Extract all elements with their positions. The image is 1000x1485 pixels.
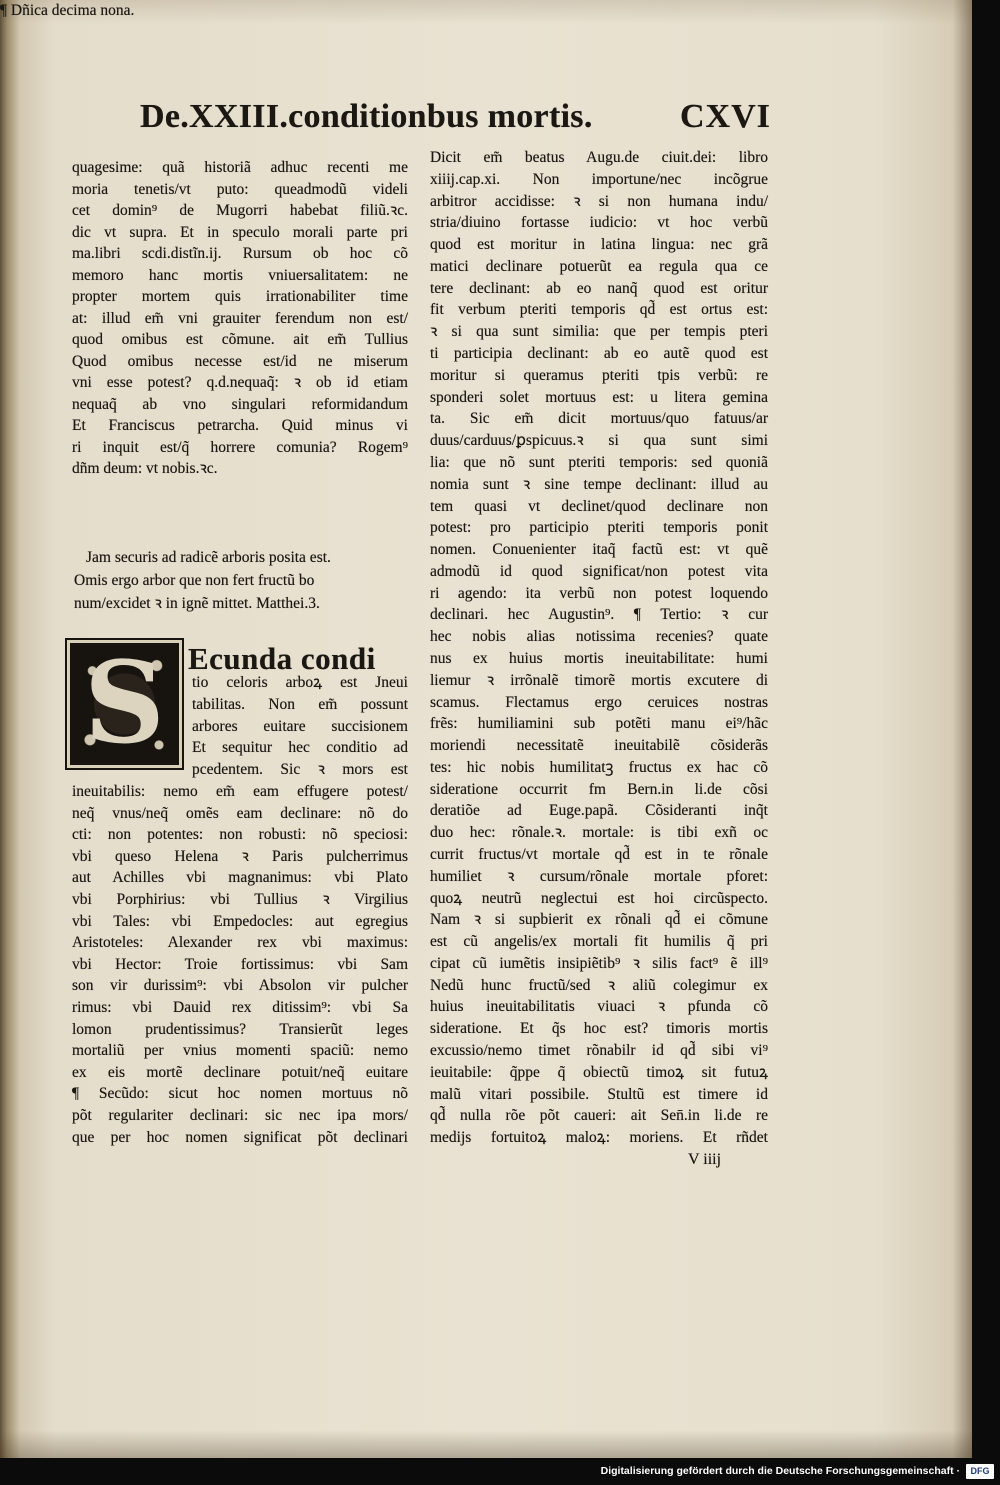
text-line: ¶ Secũdo: sicut hoc nomen mortuus nõ xyxy=(72,1085,408,1103)
text-line: Jam securis ad radicẽ arboris posita est. xyxy=(86,549,331,566)
text-line: sponderi solet mortuus est: u litera gemina xyxy=(430,388,768,406)
text-line: huius ineuitabilitatis viuaci ꝛ pfunda cõ xyxy=(430,998,768,1016)
text-line: Et Franciscus petrarcha. Quid minus vi xyxy=(72,417,408,434)
text-line: est cũ angelis/ex mortali fit humilis q̃ pri xyxy=(430,933,768,951)
decorated-initial xyxy=(65,638,184,770)
lesson-text xyxy=(74,546,414,615)
text-line: arbitror accidisse: ꝛ si non humana indu/ xyxy=(430,192,768,210)
text-line: at: illud em̃ vni grauiter ferendum non est/ xyxy=(72,309,408,327)
text-line: rimus: vbi Dauid rex ditissim⁹: vbi Sa xyxy=(72,998,408,1016)
dfg-logo: DFG xyxy=(966,1464,994,1479)
text-line: son vir durissim⁹: vbi Absolon vir pulcher xyxy=(72,977,408,995)
text-line: ri agendo: ita verbũ non potest loquendo xyxy=(430,584,768,602)
text-line: declinari. hec Augustin⁹. ¶ Tertio: ꝛ cur xyxy=(430,606,768,624)
text-line: ri inquit est/q̃ horrere comunia? Rogem⁹ xyxy=(72,438,408,456)
text-line: scamus. Flectamus ergo ceruices nostras xyxy=(430,693,768,711)
scan-background-edge xyxy=(972,0,1000,1458)
text-line: Dicit em̃ beatus Augu.de ciuit.dei: libro xyxy=(430,149,768,166)
text-line: ma.libri scdi.distĩn.ij. Rursum ob hoc cõ xyxy=(72,245,408,262)
text-line: tem quasi vt declinet/quod declinare non xyxy=(430,497,768,515)
text-line: ꝛ si qua sunt similia: que per tempis pteri xyxy=(430,323,768,341)
text-line: que per hoc nomen significat põt declinari xyxy=(72,1128,408,1146)
text-line: currit fructus/vt mortale qd̃ est in te rõnale xyxy=(430,846,768,863)
text-line: põt regulariter declinari: sic nec ipa mors/ xyxy=(72,1106,408,1124)
text-line: cet domin⁹ de Mugorri habebat filiũ.ꝛc. xyxy=(72,202,408,219)
text-line: admodũ id quod significat/non potest vita xyxy=(430,562,768,580)
text-line: vbi queso Helena ꝛ Paris pulcherrimus xyxy=(72,847,408,865)
text-line: stria/diuino fortasse iudicio: vt hoc verbũ xyxy=(430,214,768,232)
text-line: cipat cũ iumẽtis insipiẽtib⁹ ꝛ silis fact⁹ ẽ ill⁹ xyxy=(430,954,768,972)
folio-number: CXVI xyxy=(680,98,771,135)
initial-run-text: Ecunda condi xyxy=(188,641,376,676)
text-line: qd̃ nulla rõe põt caueri: ait Sen̄.in li.de re xyxy=(430,1107,768,1125)
text-line: duus/carduus/ꝑspicuus.ꝛ si qua sunt simi xyxy=(430,432,768,450)
text-line: dñm deum: vt nobis.ꝛc. xyxy=(72,460,218,477)
text-line: Nedũ hunc fructũ/sed ꝛ aliũ colegimur ex xyxy=(430,976,768,994)
text-line: fit verbum pteriti temporis qd̃ est ortus est: xyxy=(430,301,768,319)
text-line: moriendi necessitatẽ ineuitabilẽ cõsiderãs xyxy=(430,737,768,755)
text-line: aut Achilles vbi magnanimus: vbi Plato xyxy=(72,869,408,887)
text-line: nus ex huius mortis ineuitabilitate: humi xyxy=(430,649,768,667)
text-line: tio celoris arboꝝ est Jneui xyxy=(192,674,408,691)
text-line: quod est moritur in latina lingua: nec grã xyxy=(430,236,768,254)
text-line: Nam ꝛ si supbierit ex rõnali qd̃ ei cõmune xyxy=(430,911,768,929)
text-line: Et sequitur hec conditio ad xyxy=(192,739,408,757)
text-line: mortaliũ per vnius momenti spaciũ: nemo xyxy=(72,1042,408,1060)
text-line: vbi Hector: Troie fortissimus: vbi Sam xyxy=(72,955,408,973)
text-line: quoꝝ neutrũ neglectui est hoi circũspecto. xyxy=(430,889,768,907)
text-line: vni esse potest? q.d.nequaq̃: ꝛ ob id etiam xyxy=(72,374,408,391)
text-line: moritur si queramus pteriti tpis verbũ: re xyxy=(430,366,768,384)
initial-letter: S xyxy=(84,638,165,769)
text-line: matici declinare potuerũt ea regula qua ce xyxy=(430,257,768,275)
text-line: medijs fortuitoꝝ maloꝝ: moriens. Et rñdet xyxy=(430,1129,768,1147)
text-line: vbi Porphirius: vbi Tullius ꝛ Virgilius xyxy=(72,890,408,908)
text-line: ex eis mortẽ declinare potuit/neq̃ euitare xyxy=(72,1063,408,1081)
text-line: sideratione occurrit fm Bern.in li.de cõsi xyxy=(430,780,768,798)
text-line: lia: que nõ sunt pteriti temporis: sed quoniã xyxy=(430,453,768,471)
left-column-body xyxy=(72,781,408,1148)
text-line: duo hec: rõnale.ꝛ. mortale: is tibi exñ oc xyxy=(430,824,768,842)
text-line: malũ vitari possibile. Stultũ est timere id xyxy=(430,1085,768,1103)
text-line: excussio/nemo timet rõnabilr id qd̃ sibi vi⁹ xyxy=(430,1042,768,1060)
footer-bar xyxy=(0,1458,1000,1485)
text-line: pcedentem. Sic ꝛ mors est xyxy=(192,761,408,778)
text-line: hec nobis alias notissima recenies? quate xyxy=(430,628,768,646)
text-line: num/excidet ꝛ in ignẽ mittet. Matthei.3. xyxy=(74,595,320,612)
text-line: xiiij.cap.xi. Non importune/nec incõgrue xyxy=(430,170,768,188)
text-line: sideratione. Et q̃s hoc est? timoris mortis xyxy=(430,1020,768,1038)
text-line: dic vt supra. Et in speculo morali parte pri xyxy=(72,223,408,241)
text-line: vbi Tales: vbi Empedocles: aut egregius xyxy=(72,912,408,930)
text-line: tes: hic nobis humilitatꝫ fructus ex hac cõ xyxy=(430,758,768,776)
text-line: memoro hanc mortis vniuersalitatem: ne xyxy=(72,266,408,284)
text-line: ieuitabile: q̃ppe q̃ obiectũ timoꝝ sit futuꝝ xyxy=(430,1063,768,1081)
signature-mark: V iiij xyxy=(688,1151,722,1168)
text-line: nomia sunt ꝛ sine tempe declinant: illud au xyxy=(430,475,768,493)
text-line: deratiõe ad Euge.papã. Cõsideranti inq̃t xyxy=(430,802,768,820)
text-line: quod omibus est cõmune. ait em̃ Tullius xyxy=(72,331,408,348)
right-column xyxy=(430,147,768,1149)
text-line: tabilitas. Non em̃ possunt xyxy=(192,695,408,713)
text-line: propter mortem quis irrationabiliter time xyxy=(72,288,408,305)
text-line: humiliet ꝛ cursum/rõnale mortale pforet: xyxy=(430,867,768,885)
text-line: neq̃ vnus/neq̃ omẽs eam declinare: nõ do xyxy=(72,804,408,822)
text-beside-initial xyxy=(192,672,408,781)
text-line: nomen. Conuenienter itaq̃ factũ est: vt quẽ xyxy=(430,541,768,559)
text-line: potest: pro participio pteriti temporis ponit xyxy=(430,519,768,537)
text-line: frẽs: humiliamini sub potẽti manu ei⁹/hãc xyxy=(430,715,768,733)
left-column-top-paragraph xyxy=(72,157,408,480)
text-line: Quod omibus necesse est/id ne miserum xyxy=(72,352,408,370)
text-line: quagesime: quã historiã adhuc recenti me xyxy=(72,159,408,176)
running-head: De.XXIII.conditionbus mortis. xyxy=(140,98,593,135)
lesson-heading: ¶ Dñica decima nona. xyxy=(0,2,135,19)
text-line: cti: non potentes: non robusti: nõ speciosi: xyxy=(72,826,408,844)
text-line: liemur ꝛ irrõnalẽ timorẽ mortis excutere di xyxy=(430,671,768,689)
text-line: nequaq̃ ab vno singulari reformidandum xyxy=(72,395,408,413)
text-line: Aristoteles: Alexander rex vbi maximus: xyxy=(72,934,408,952)
text-line: arbores euitare succisionem xyxy=(192,717,408,735)
text-line: Omis ergo arbor que non fert fructũ bo xyxy=(74,572,315,589)
text-line: ti participia declinant: ab eo autẽ quod est xyxy=(430,345,768,363)
text-line: lomon prudentissimus? Transierũt leges xyxy=(72,1020,408,1038)
text-line: moria tenetis/vt puto: queadmodũ videli xyxy=(72,180,408,198)
text-line: tere declinant: ab eo nanq̃ quod est oritur xyxy=(430,279,768,297)
text-line: ineuitabilis: nemo em̃ eam effugere potest/ xyxy=(72,783,408,800)
text-line: ta. Sic em̃ dicit mortuus/quo fatuus/ar xyxy=(430,410,768,428)
funding-credit: Digitalisierung gefördert durch die Deutsche Forschungsgemeinschaft · xyxy=(600,1465,960,1477)
